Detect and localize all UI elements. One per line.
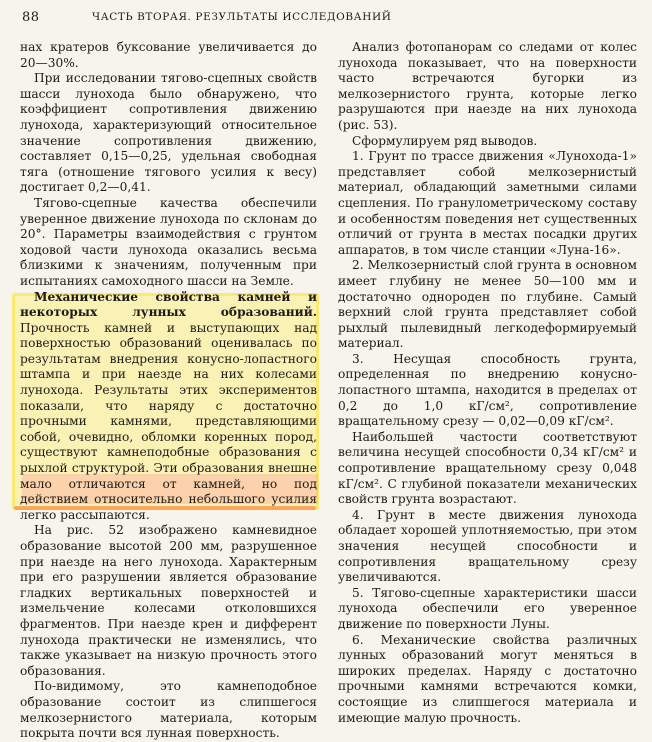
- paragraph: нах кратеров буксование увеличивается до 20—30%.: [20, 40, 317, 70]
- conclusion-item: 3. Несущая способность грунта, определенная по внедрению конусно-лопастного штампа, находится в пределах от 0,2 до 1,0 кГ/см², сопротивление вращательному срезу — 0,02—0,09 кГ/см².: [338, 351, 637, 429]
- conclusion-item: 4. Грунт в месте движения лунохода обладает хорошей уплотняемостью, при этом значения несущей способности и сопротивления вращательному срезу увеличиваются.: [338, 507, 637, 585]
- paragraph: По-видимому, это камнеподобное образование состоит из слипшегося мелкозернистого материала, которым покрыта почти вся лунная поверхность.: [20, 679, 317, 741]
- paragraph-highlighted: [20, 290, 317, 524]
- section-lead: Механические свойства камней и некоторых лунных образований.: [20, 289, 317, 320]
- paragraph: При исследовании тягово-сцепных свойств шасси лунохода было обнаружено, что коэффициент сопротивления движению лунохода, характеризующий относительное значение сопротивления движению, составляет 0,15—0,25, удельная свободная тяга (отношение тягового усилия к весу) достигает 0,2—0,41.: [20, 71, 317, 195]
- page-header: [0, 0, 652, 30]
- paragraph: Наибольшей частости соответствуют величина несущей способности 0,34 кГ/см² и сопротивление вращательному срезу 0,048 кГ/см². С глубиной показатели механических свойств грунта возрастают.: [338, 429, 637, 507]
- page-number: 88: [22, 10, 40, 25]
- left-column: [20, 40, 317, 742]
- paragraph-text: Прочность камней и выступающих над поверхностью образований оценивалась по результатам внедрения конусно-лопастного штампа и при наезде на них колесами лунохода. Результаты этих экспериментов показали, что наряду с достаточно прочными камнями, представляющими собой, очевидно, обломки коренных пород, существуют камнеподобные образования с рыхлой структурой. Эти образования внешне мало отличаются от камней, но под действием относительно небольшого усилия легко рассыпаются.: [20, 320, 317, 522]
- conclusion-item: 2. Мелкозернистый слой грунта в основном имеет глубину не менее 50—100 мм и достаточно однороден по глубине. Самый верхний слой грунта представляет собой рыхлый пылевидный легкодеформируемый материал.: [338, 258, 637, 351]
- conclusion-item: 1. Грунт по трассе движения «Лунохода-1» представляет собой мелкозернистый материал, обладающий заметными силами сцепления. По гранулометрическому составу и особенностям поведения нет существенных отличий от грунта в местах посадки других аппаратов, в том числе станции «Луна-16».: [338, 149, 637, 257]
- conclusion-item: 6. Механические свойства различных лунных образований могут меняться в широких пределах. Наряду с достаточно прочными камнями встречаются комки, состоящие из слипшегося материала и имеющие малую прочность.: [338, 632, 637, 725]
- paragraph: Сформулируем ряд выводов.: [352, 133, 538, 148]
- conclusion-item: 5. Тягово-сцепные характеристики шасси лунохода обеспечили его уверенное движение по поверхности Луны.: [338, 585, 637, 631]
- paragraph: На рис. 52 изображено камневидное образование высотой 200 мм, разрушенное при наезде на него лунохода. Характерным при его разрушении является образование гладких вертикальных поверхностей и измельчение колесами отколовшихся фрагментов. При наезде крен и дифферент лунохода практически не изменялись, что также указывает на низкую прочность этого образования.: [20, 523, 317, 678]
- paragraph: Тягово-сцепные качества обеспечили уверенное движение лунохода по склонам до 20°. Параметры взаимодействия с грунтом ходовой части лунохода оказались весьма близкими к значениям, полученным при испытаниях самоходного шасси на Земле.: [20, 195, 317, 288]
- paragraph: Анализ фотопанорам со следами от колес лунохода показывает, что на поверхности часто встречаются бугорки из мелкозернистого грунта, которые легко разрушаются при наезде на них лунохода (рис. 53).: [338, 40, 637, 132]
- running-head: ЧАСТЬ ВТОРАЯ. РЕЗУЛЬТАТЫ ИССЛЕДОВАНИЙ: [92, 11, 392, 23]
- right-column: [338, 40, 637, 726]
